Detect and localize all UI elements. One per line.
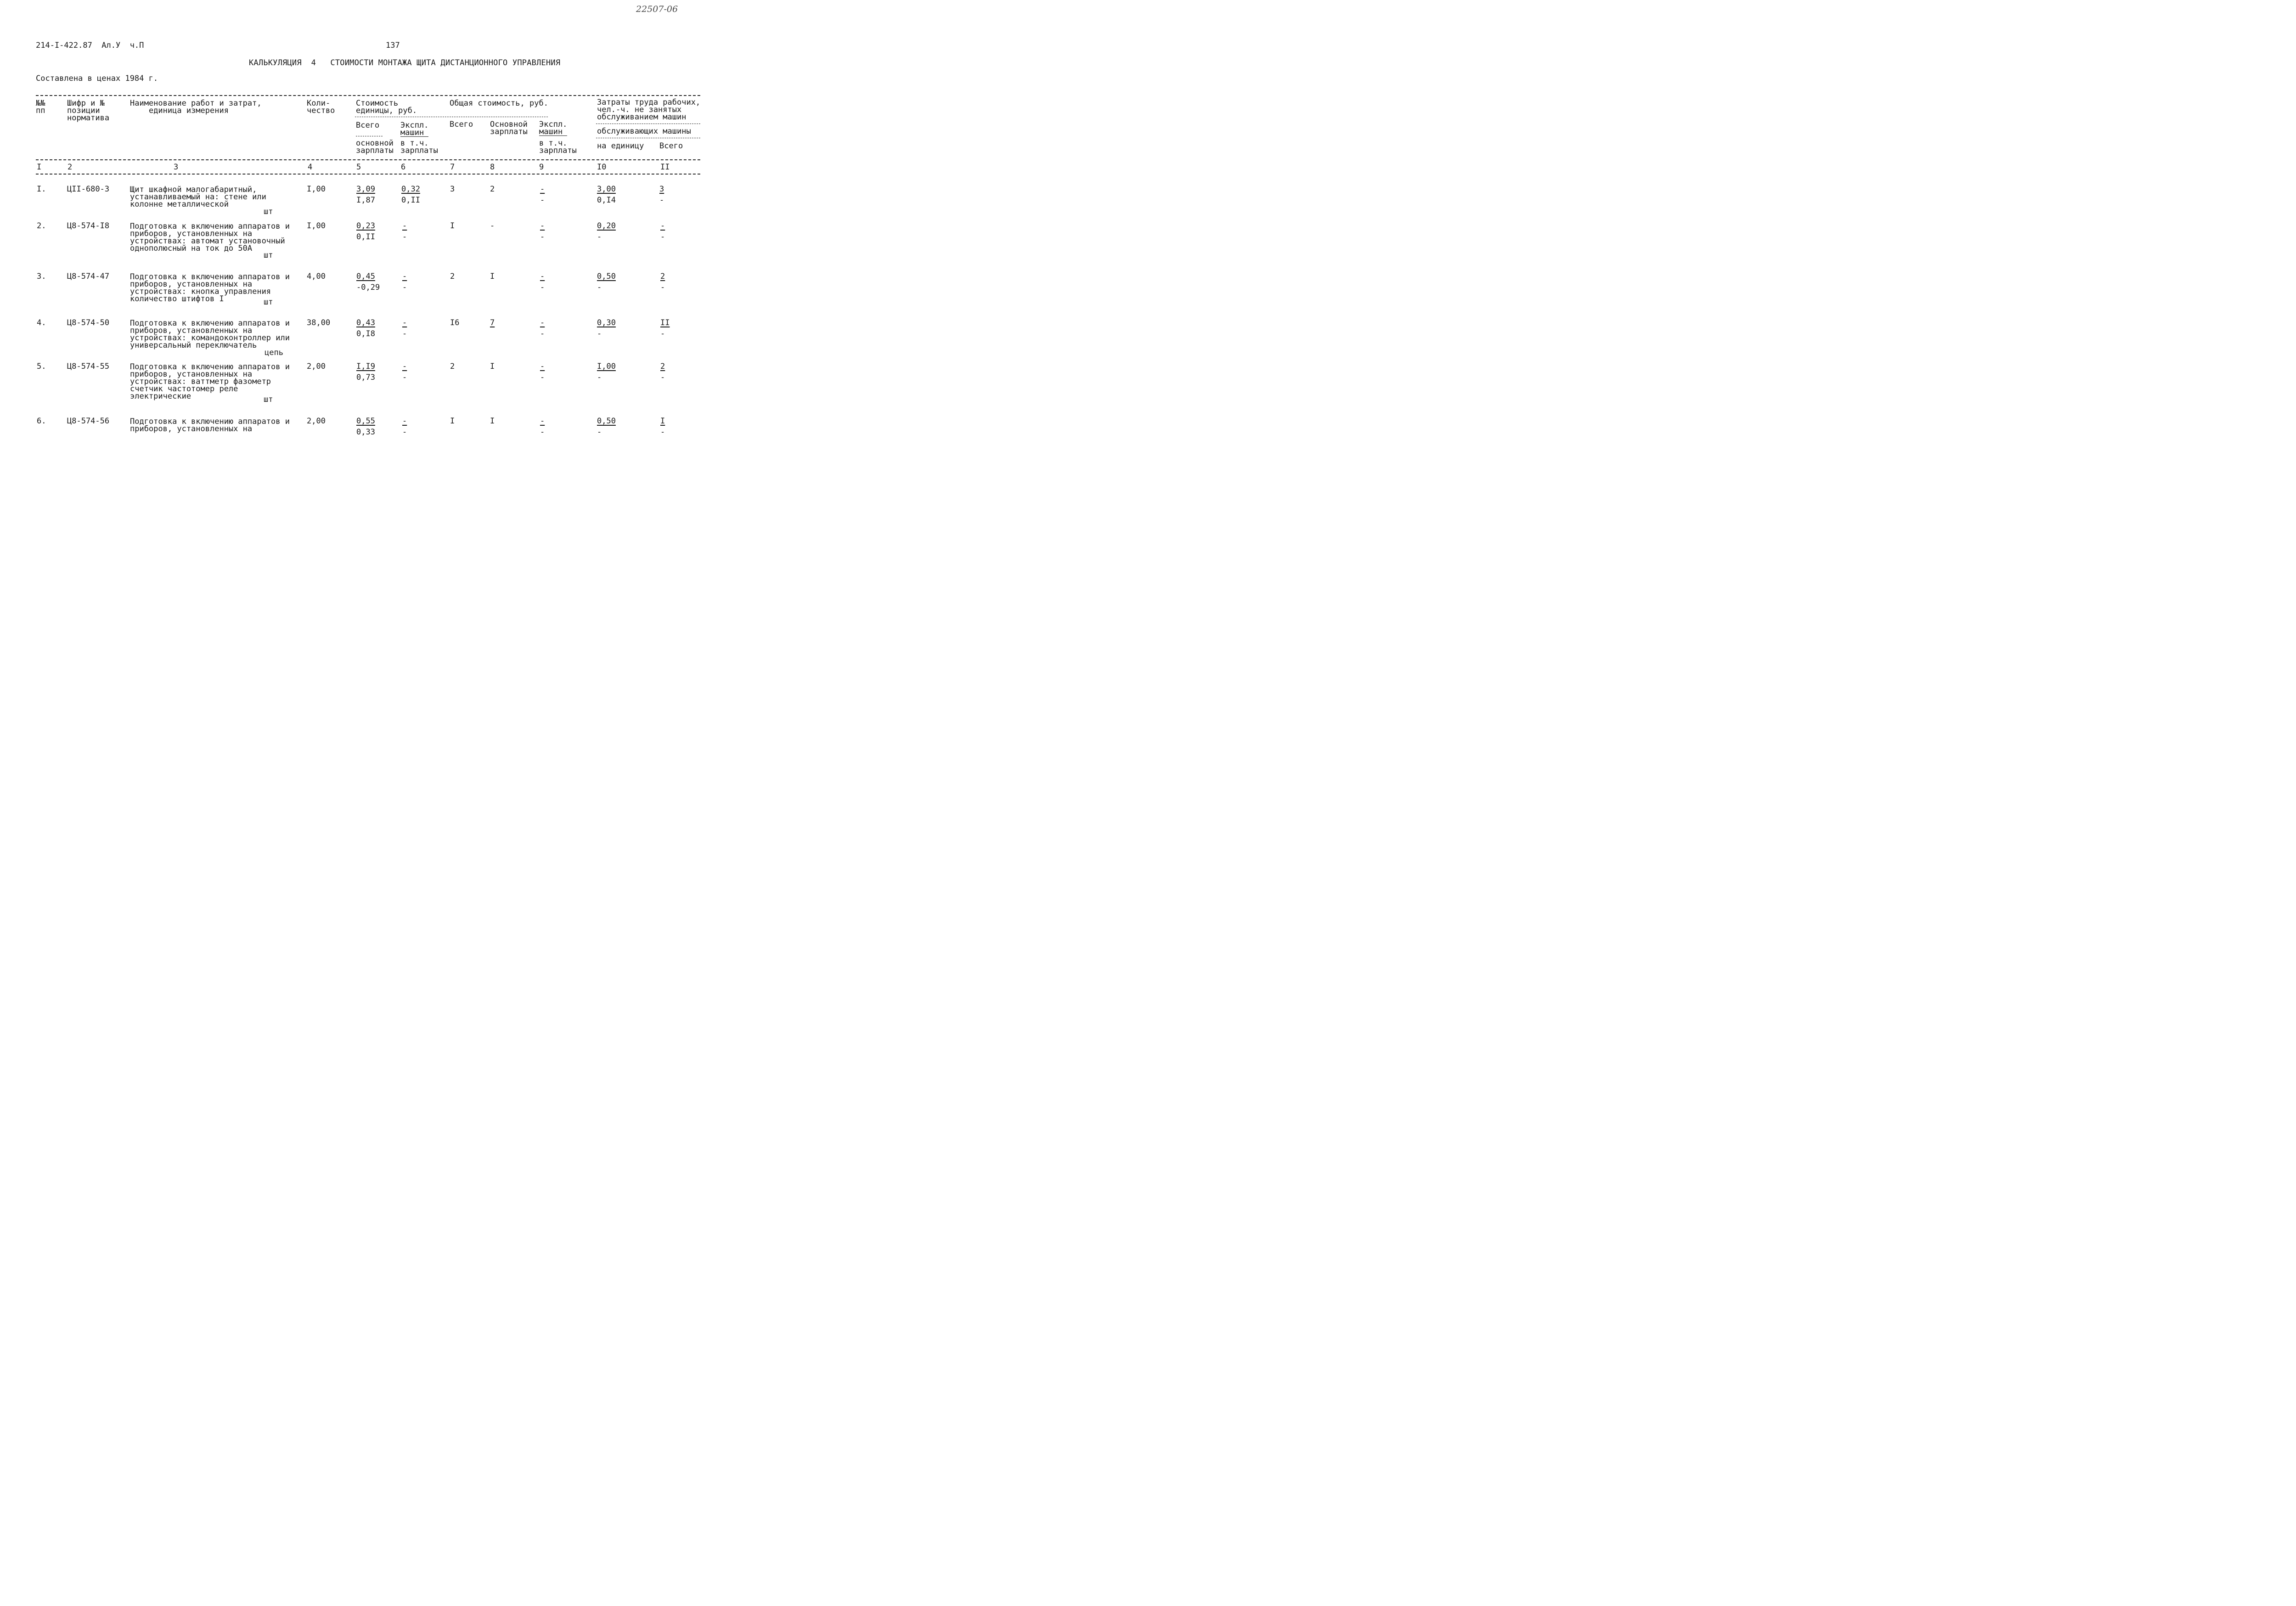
- header-total-cost-wage: Основной зарплаты: [490, 120, 528, 136]
- column-number: I: [37, 163, 42, 172]
- row-number: 2.: [37, 221, 46, 231]
- labor-total-machines: -: [660, 428, 665, 437]
- unit-cost-wage: I,87: [356, 196, 375, 205]
- labor-per-unit-machines: -: [597, 428, 602, 437]
- header-total-cost: Общая стоимость, руб.: [450, 99, 548, 108]
- unit-cost-wage: 0,II: [356, 232, 375, 242]
- total-machine-wage: -: [540, 373, 545, 382]
- labor-per-unit-machines: 0,I4: [597, 196, 616, 205]
- column-number: 5: [356, 163, 361, 172]
- norm-code: Ц8-574-56: [67, 417, 110, 426]
- total-machines: -: [540, 221, 545, 231]
- labor-per-unit: 0,50: [597, 417, 616, 426]
- labor-total: 2: [660, 272, 665, 281]
- total-machines: -: [540, 362, 545, 371]
- column-number: 8: [490, 163, 495, 172]
- work-name: Щит шкафной малогабаритный, устанавливаемый на: стене или колонне металлической: [130, 185, 266, 209]
- column-numbers-bottom-rule: [36, 174, 700, 175]
- unit-cost-machine-wage: -: [402, 329, 407, 338]
- total-cost: I6: [450, 318, 460, 327]
- unit-cost-total: 0,23: [356, 221, 375, 231]
- norm-code: Ц8-574-50: [67, 318, 110, 327]
- row-number: 4.: [37, 318, 46, 327]
- total-machine-wage: -: [540, 283, 545, 292]
- unit-of-measure: шт: [264, 298, 273, 307]
- header-total-cost-machine-wage: в т.ч. зарплаты: [539, 139, 577, 155]
- header-unit-cost-wage: основной зарплаты: [356, 139, 394, 155]
- price-basis-note: Составлена в ценах 1984 г.: [36, 74, 158, 83]
- header-bottom-rule: [36, 159, 700, 160]
- unit-cost-machines: -: [402, 318, 407, 327]
- total-cost: 3: [450, 185, 455, 194]
- document-code: 214-I-422.87 Ал.У ч.П: [36, 41, 144, 50]
- total-cost: 2: [450, 272, 455, 281]
- quantity: I,00: [307, 185, 326, 194]
- unit-cost-machine-wage: -: [402, 373, 407, 382]
- total-wage: I: [490, 362, 495, 371]
- column-number: 7: [450, 163, 455, 172]
- unit-cost-wage: 0,73: [356, 373, 375, 382]
- quantity: 2,00: [307, 417, 326, 426]
- work-name: Подготовка к включению аппаратов и приборов, установленных на: [130, 417, 290, 434]
- unit-of-measure: шт: [264, 395, 273, 404]
- total-wage: 2: [490, 185, 495, 194]
- column-number: 4: [308, 163, 313, 172]
- total-cost: I: [450, 221, 455, 231]
- calculation-title: КАЛЬКУЛЯЦИЯ 4 СТОИМОСТИ МОНТАЖА ЩИТА ДИСТАНЦИОННОГО УПРАВЛЕНИЯ: [249, 58, 561, 68]
- unit-cost-machine-wage: -: [402, 428, 407, 437]
- unit-cost-wage: 0,33: [356, 428, 375, 437]
- total-machines: -: [540, 272, 545, 281]
- row-number: I.: [37, 185, 46, 194]
- norm-code: Ц8-574-I8: [67, 221, 110, 231]
- unit-of-measure: цепь: [264, 348, 283, 357]
- page-number: 137: [386, 41, 400, 50]
- header-labor-per-unit: на единицу: [597, 141, 644, 151]
- norm-code: Ц8-574-55: [67, 362, 110, 371]
- unit-cost-machines: -: [402, 221, 407, 231]
- labor-per-unit: I,00: [597, 362, 616, 371]
- header-total-cost-total: Всего: [450, 120, 473, 129]
- labor-total-machines: -: [660, 232, 665, 242]
- labor-per-unit: 3,00: [597, 185, 616, 194]
- unit-of-measure: шт: [264, 251, 273, 260]
- column-number: 3: [174, 163, 179, 172]
- header-labor-machines: обслуживающих машины: [597, 127, 691, 136]
- total-machine-wage: -: [540, 329, 545, 338]
- labor-per-unit: 0,20: [597, 221, 616, 231]
- total-cost: I: [450, 417, 455, 426]
- unit-cost-total: I,I9: [356, 362, 375, 371]
- header-unit-cost-machines: [400, 122, 428, 137]
- column-number: II: [660, 163, 670, 172]
- table-top-rule: [36, 95, 700, 96]
- total-cost: 2: [450, 362, 455, 371]
- header-unit-cost-total: Всего: [356, 121, 380, 130]
- header-total-cost-machines: [539, 121, 567, 136]
- header-row-number: №№ пп: [36, 99, 45, 115]
- row-number: 5.: [37, 362, 46, 371]
- norm-code: ЦII-680-3: [67, 185, 110, 194]
- header-unit-cost-machines-text: Экспл. машин: [400, 121, 429, 137]
- labor-per-unit-machines: -: [597, 232, 602, 242]
- labor-total: I: [660, 417, 665, 426]
- work-name: Подготовка к включению аппаратов и приборов, установленных на устройствах: ваттметр фазометр счетчик частотомер реле электрические: [130, 362, 290, 401]
- labor-per-unit: 0,30: [597, 318, 616, 327]
- work-name: Подготовка к включению аппаратов и приборов, установленных на устройствах: кнопка управления количество штифтов I: [130, 272, 290, 304]
- unit-cost-total: 0,55: [356, 417, 375, 426]
- work-name: Подготовка к включению аппаратов и приборов, установленных на устройствах: автомат установочный однополюсный на ток до 50А: [130, 222, 290, 253]
- total-machines: -: [540, 318, 545, 327]
- quantity: 38,00: [307, 318, 331, 327]
- total-wage: -: [490, 221, 495, 231]
- labor-per-unit: 0,50: [597, 272, 616, 281]
- total-machine-wage: -: [540, 196, 545, 205]
- column-number: 9: [539, 163, 544, 172]
- header-labor-total: Всего: [659, 141, 683, 151]
- unit-of-measure: шт: [264, 207, 273, 216]
- labor-total: 2: [660, 362, 665, 371]
- unit-cost-machine-wage: 0,II: [401, 196, 420, 205]
- work-name: Подготовка к включению аппаратов и приборов, установленных на устройствах: командоконтроллер или универсальный переключатель: [130, 319, 290, 350]
- header-work-name: Наименование работ и затрат, единица измерения: [130, 99, 262, 115]
- header-total-cost-machines-text: Экспл. машин: [539, 120, 568, 136]
- total-machine-wage: -: [540, 232, 545, 242]
- total-machines: -: [540, 417, 545, 426]
- labor-per-unit-machines: -: [597, 373, 602, 382]
- header-unit-cost-machine-wage: в т.ч. зарплаты: [400, 139, 438, 155]
- unit-cost-machines: -: [402, 362, 407, 371]
- header-norm-code: Шифр и № позиции норматива: [67, 99, 110, 123]
- labor-total: II: [660, 318, 670, 327]
- column-number: I0: [597, 163, 607, 172]
- unit-cost-machine-wage: -: [402, 232, 407, 242]
- labor-total: -: [660, 221, 665, 231]
- header-quantity: Коли- чество: [307, 99, 335, 115]
- unit-cost-machines: -: [402, 272, 407, 281]
- total-machines: -: [540, 185, 545, 194]
- handwritten-archive-number: 22507-06: [636, 4, 678, 14]
- unit-cost-total: 0,43: [356, 318, 375, 327]
- unit-cost-machines: 0,32: [401, 185, 420, 194]
- unit-cost-machine-wage: -: [402, 283, 407, 292]
- norm-code: Ц8-574-47: [67, 272, 110, 281]
- header-labor-costs: Затраты труда рабочих, чел.-ч. не занятых обслуживанием машин: [597, 98, 701, 122]
- labor-total-machines: -: [660, 373, 665, 382]
- labor-total-machines: -: [659, 196, 664, 205]
- unit-cost-total: 0,45: [356, 272, 375, 281]
- total-wage: I: [490, 272, 495, 281]
- row-number: 6.: [37, 417, 46, 426]
- unit-cost-wage: 0,I8: [356, 329, 375, 338]
- total-wage: 7: [490, 318, 495, 327]
- column-number: 2: [68, 163, 73, 172]
- header-unit-cost: Стоимость единицы, руб.: [356, 99, 417, 115]
- labor-per-unit-machines: -: [597, 329, 602, 338]
- row-number: 3.: [37, 272, 46, 281]
- total-wage: I: [490, 417, 495, 426]
- quantity: 4,00: [307, 272, 326, 281]
- labor-total: 3: [659, 185, 664, 194]
- unit-cost-machines: -: [402, 417, 407, 426]
- column-number: 6: [401, 163, 406, 172]
- labor-per-unit-machines: -: [597, 283, 602, 292]
- labor-total-machines: -: [660, 283, 665, 292]
- quantity: 2,00: [307, 362, 326, 371]
- total-machine-wage: -: [540, 428, 545, 437]
- quantity: I,00: [307, 221, 326, 231]
- labor-total-machines: -: [660, 329, 665, 338]
- unit-cost-wage: -0,29: [356, 283, 380, 292]
- unit-cost-total: 3,09: [356, 185, 375, 194]
